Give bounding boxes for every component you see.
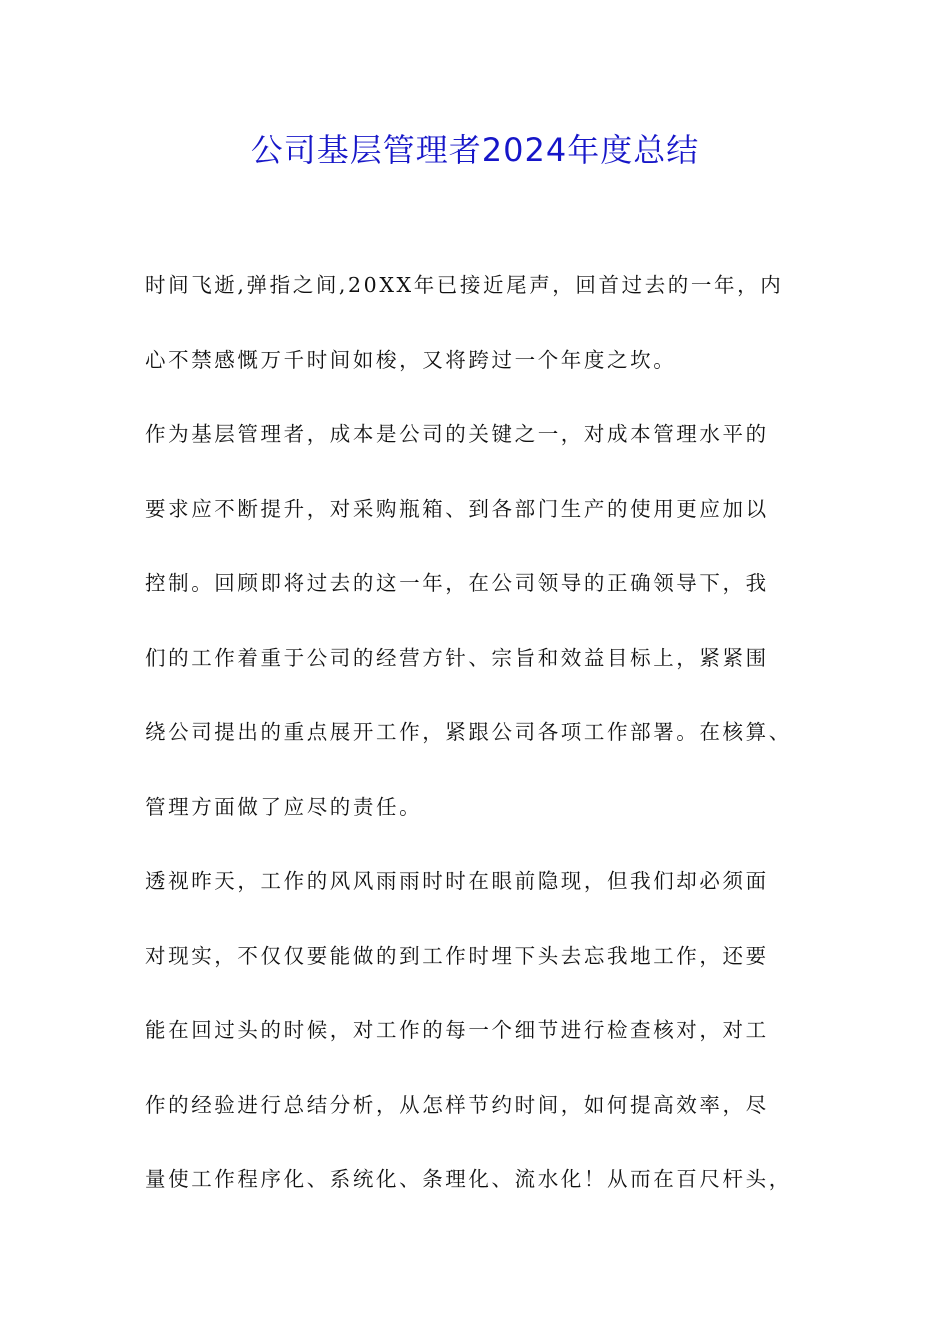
paragraph-line: 时间飞逝,弹指之间,20XX年已接近尾声，回首过去的一年，内 — [145, 273, 784, 297]
paragraph-line: 要求应不断提升，对采购瓶箱、到各部门生产的使用更应加以 — [145, 496, 769, 521]
document-title: 公司基层管理者2024年度总结 — [250, 131, 700, 169]
paragraph-line: 们的工作着重于公司的经营方针、宗旨和效益目标上，紧紧围 — [145, 645, 769, 670]
document-body — [145, 263, 815, 1232]
paragraph-line: 量使工作程序化、系统化、条理化、流水化！从而在百尺杆头， — [145, 1167, 792, 1191]
paragraph-line: 作为基层管理者，成本是公司的关键之一，对成本管理水平的 — [145, 422, 769, 446]
paragraph-line: 能在回过头的时候，对工作的每一个细节进行检查核对，对工 — [145, 1018, 769, 1042]
paragraph-line: 对现实，不仅仅要能做的到工作时埋下头去忘我地工作，还要 — [145, 943, 769, 968]
paragraph-line: 管理方面做了应尽的责任。 — [145, 794, 423, 819]
paragraph-line: 透视昨天，工作的风风雨雨时时在眼前隐现，但我们却必须面 — [145, 869, 769, 893]
paragraph-line: 控制。回顾即将过去的这一年，在公司领导的正确领导下，我 — [145, 571, 769, 595]
paragraph-line: 绕公司提出的重点展开工作，紧跟公司各项工作部署。在核算、 — [145, 720, 792, 744]
paragraph-line: 作的经验进行总结分析，从怎样节约时间，如何提高效率，尽 — [145, 1092, 769, 1117]
paragraph-line: 心不禁感慨万千时间如梭，又将跨过一个年度之坎。 — [145, 347, 677, 372]
